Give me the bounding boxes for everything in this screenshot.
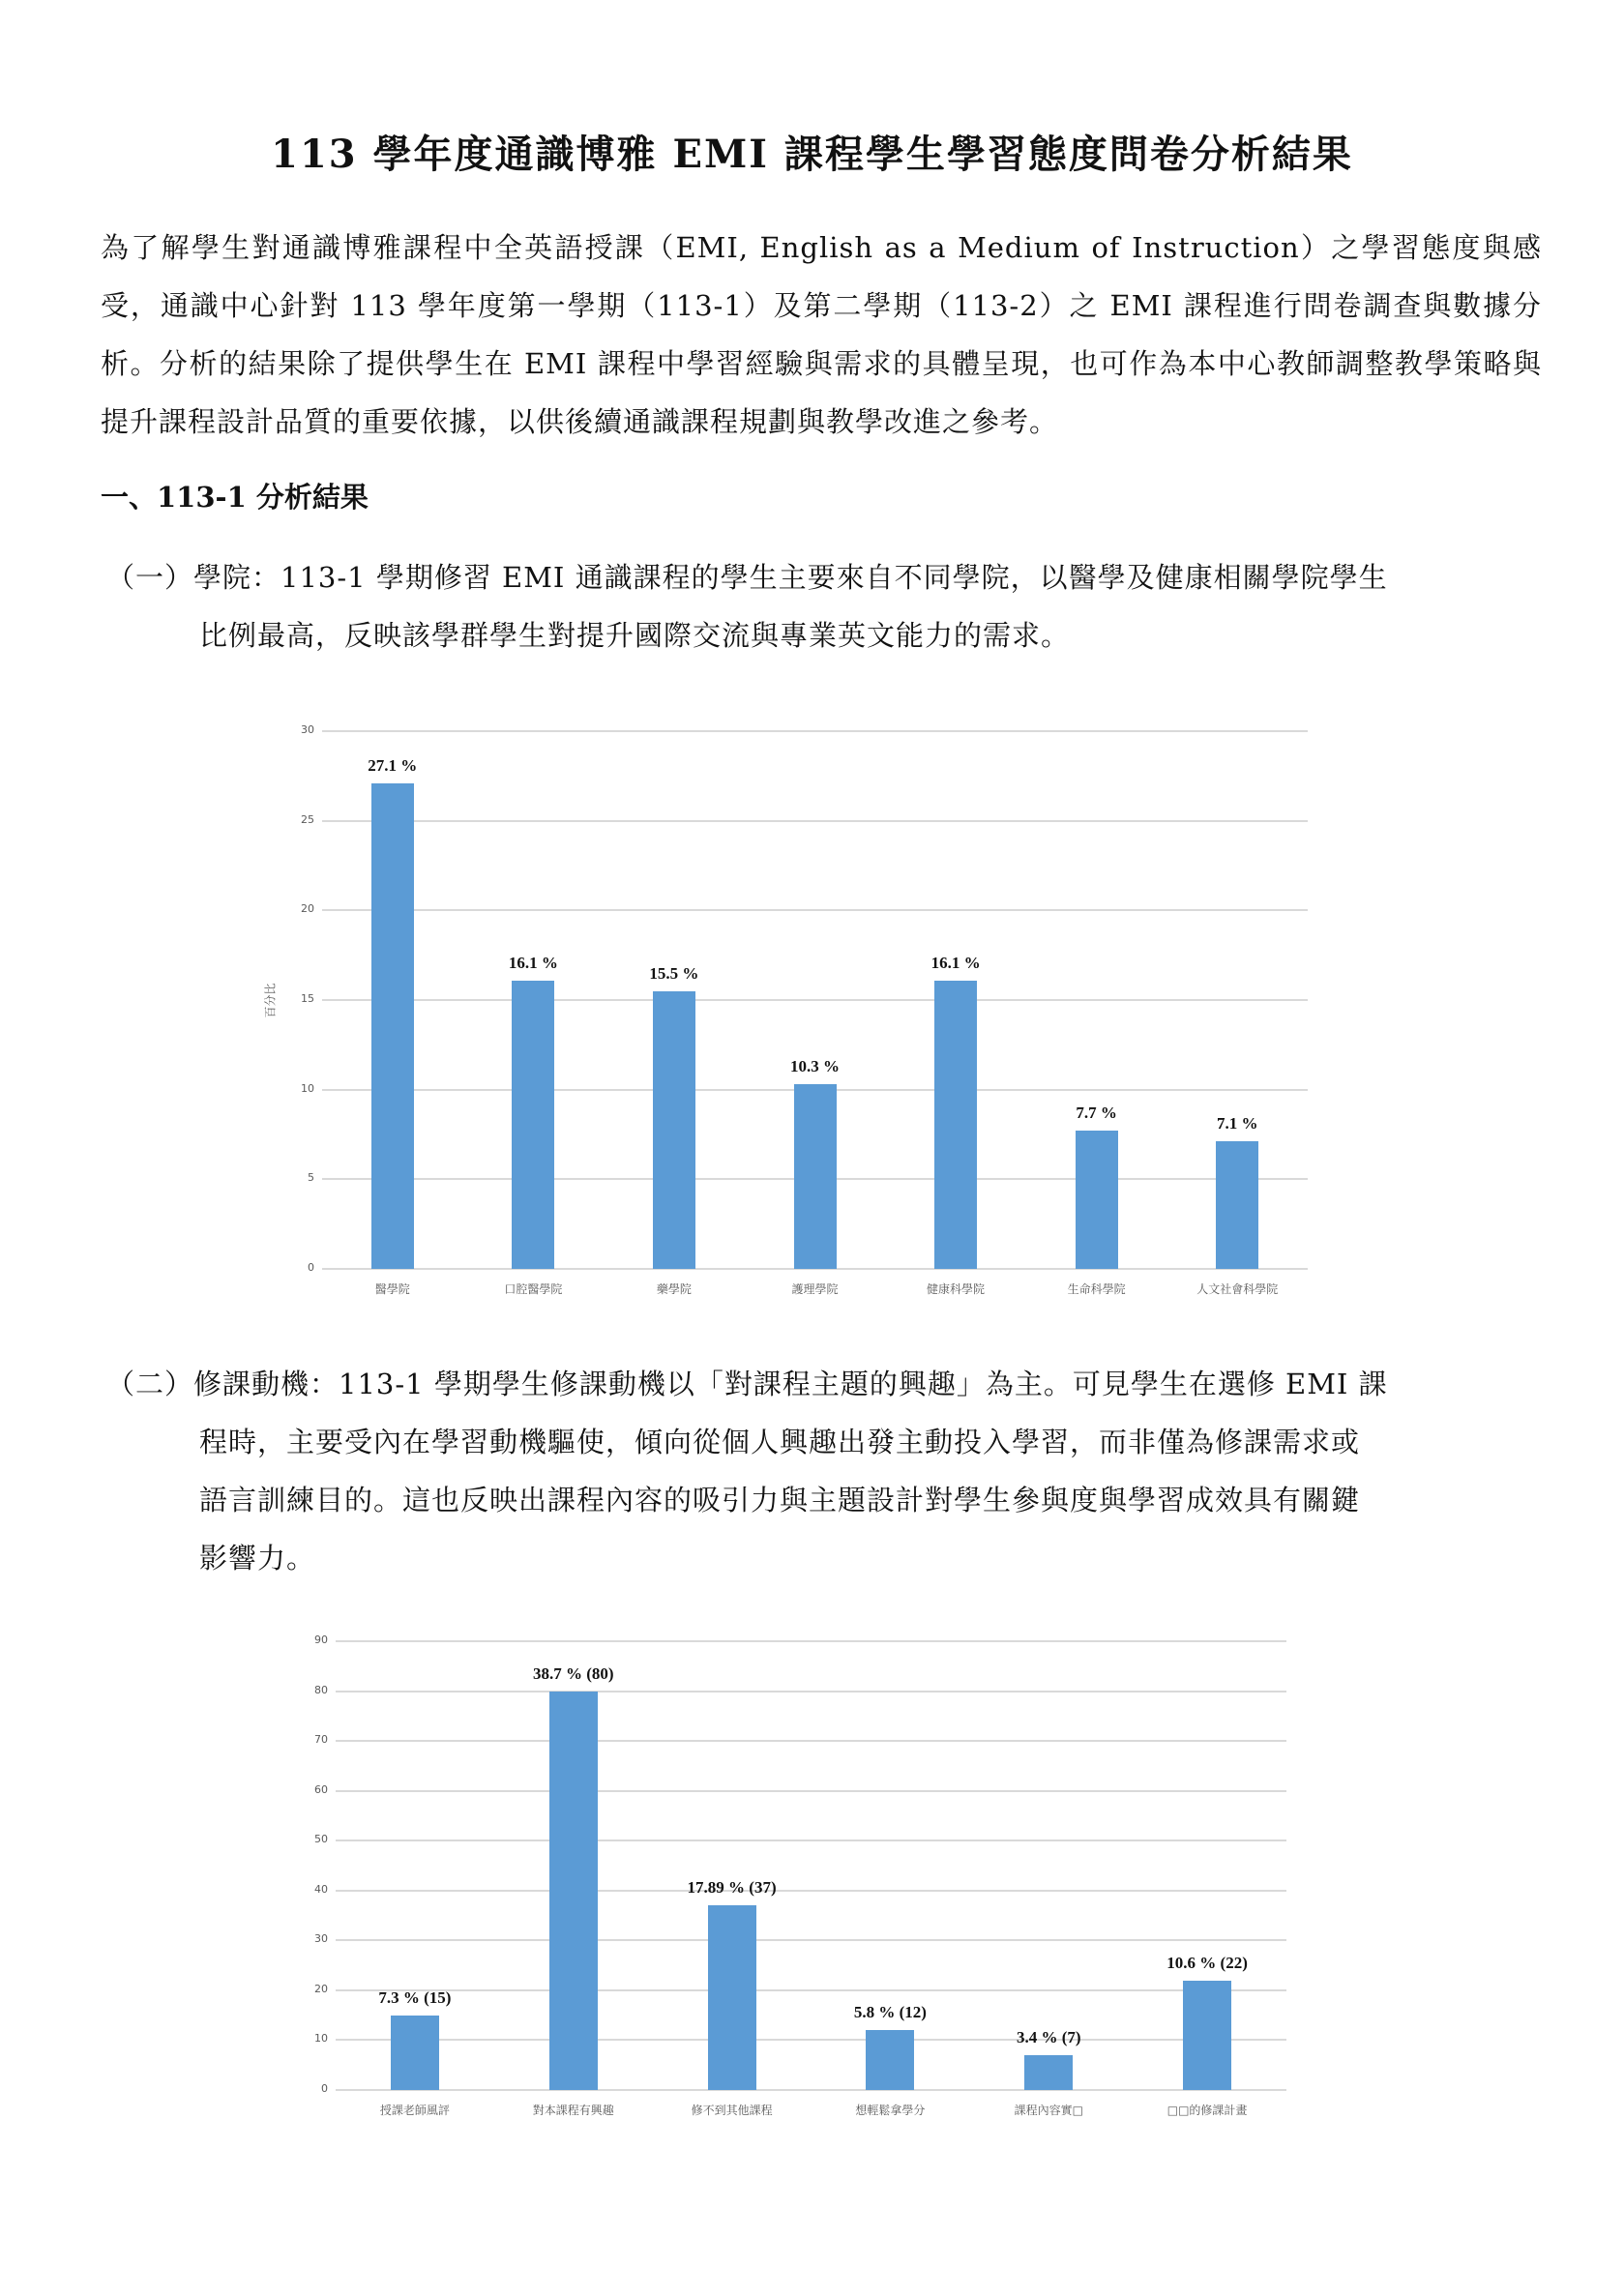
gridline (336, 1740, 1286, 1742)
bar (371, 783, 414, 1269)
data-label: 15.5 % (649, 963, 699, 983)
gridline (336, 1890, 1286, 1892)
y-tick-label: 10 (301, 1081, 314, 1095)
y-tick-label: 60 (314, 1782, 328, 1796)
item-text-line: 學院：113-1 學期修習 EMI 通識課程的學生主要來自不同學院，以醫學及健康相關學院學生 (193, 561, 1388, 594)
item-marker: （一） (106, 561, 194, 594)
x-tick-label: 口腔醫學院 (504, 1282, 563, 1296)
item-college (106, 548, 1528, 664)
bar (653, 991, 695, 1269)
data-label: 38.7 % (80) (532, 1663, 614, 1683)
bar (391, 2016, 439, 2090)
item-text-line: 影響力。 (199, 1542, 316, 1575)
y-tick-label: 0 (321, 2082, 328, 2095)
data-label: 3.4 % (7) (1016, 2027, 1081, 2046)
bar (1216, 1141, 1258, 1269)
gridline (322, 999, 1308, 1001)
y-tick-label: 50 (314, 1833, 328, 1846)
y-tick-label: 70 (314, 1733, 328, 1747)
intro-paragraph: 為了解學生對通識博雅課程中全英語授課（EMI, English as a Medium of Instruction）之學習態度與感受，通識中心針對 113 學年度第一學期（113-1）及第二學期（113-2）之 EMI 課程進行問卷調查與數據分析。分析的結果除了提供學生在 EMI 課程中學習經驗與需求的具體呈現，也可作為本中心教師調整教學策略與提升課程設計品質的重要依據，以供後續通識課程規劃與教學改進之參考。 (101, 231, 1542, 438)
data-label: 7.3 % (15) (378, 1987, 452, 2007)
x-tick-label: 生命科學院 (1067, 1282, 1126, 1296)
bar (512, 981, 554, 1269)
item-motivation (106, 1355, 1528, 1587)
y-tick-label: 10 (314, 2032, 328, 2046)
gridline (336, 2039, 1286, 2041)
bar (794, 1084, 837, 1269)
y-tick-label: 25 (301, 812, 314, 826)
x-tick-label: 想輕鬆拿學分 (855, 2104, 926, 2117)
x-tick-label: □□的修課計畫 (1166, 2104, 1248, 2117)
x-tick-label: 藥學院 (656, 1282, 692, 1296)
y-tick-label: 30 (301, 723, 314, 736)
gridline (336, 1640, 1286, 1642)
item-text-line: 語言訓練目的。這也反映出課程內容的吸引力與主題設計對學生參與度與學習成效具有關鍵 (199, 1484, 1361, 1516)
y-tick-label: 90 (314, 1634, 328, 1646)
college-bar-chart (263, 716, 1325, 1296)
y-tick-label: 80 (314, 1683, 328, 1696)
data-label: 7.1 % (1216, 1114, 1258, 1133)
y-tick-label: 30 (314, 1932, 328, 1946)
x-tick-label: 護理學院 (791, 1282, 839, 1296)
gridline (322, 909, 1308, 911)
item-text-line: 修課動機：113-1 學期學生修課動機以「對課程主題的興趣」為主。可見學生在選修 EMI 課 (193, 1368, 1388, 1400)
y-tick-label: 20 (301, 902, 314, 916)
data-label: 27.1 % (368, 755, 418, 775)
x-tick-label: 健康科學院 (927, 1282, 986, 1296)
gridline (336, 1790, 1286, 1792)
bar (1024, 2055, 1073, 2090)
gridline (336, 1939, 1286, 1941)
bar (866, 2030, 914, 2090)
item-text-line: 比例最高，反映該學群學生對提升國際交流與專業英文能力的需求。 (199, 619, 1071, 652)
data-label: 10.3 % (790, 1057, 840, 1076)
x-tick-label: 授課老師風評 (379, 2104, 450, 2117)
bar (934, 981, 977, 1269)
section-heading-113-1: 一、113-1 分析結果 (101, 481, 369, 514)
bar (708, 1905, 756, 2090)
x-tick-label: 修不到其他課程 (691, 2104, 773, 2117)
x-tick-label: 課程內容實□ (1014, 2104, 1083, 2117)
x-tick-label: 人文社會科學院 (1196, 1282, 1279, 1296)
data-label: 16.1 % (508, 953, 558, 972)
y-axis-title: 百分比 (263, 983, 278, 1018)
gridline (322, 820, 1308, 822)
x-tick-label: 對本課程有興趣 (532, 2104, 614, 2117)
gridline (322, 730, 1308, 732)
bar (549, 1692, 598, 2090)
bar (1076, 1131, 1118, 1269)
data-label: 7.7 % (1076, 1104, 1117, 1123)
data-label: 5.8 % (12) (853, 2003, 927, 2022)
bar (1183, 1981, 1231, 2090)
y-tick-label: 40 (314, 1882, 328, 1896)
gridline (336, 2089, 1286, 2091)
data-label: 17.89 % (37) (687, 1878, 777, 1898)
gridline (336, 1840, 1286, 1841)
motivation-bar-chart (300, 1634, 1306, 2137)
gridline (336, 1691, 1286, 1693)
item-text-line: 程時，主要受內在學習動機驅使，傾向從個人興趣出發主動投入學習，而非僅為修課需求或 (199, 1426, 1361, 1458)
y-tick-label: 20 (314, 1982, 328, 1995)
y-tick-label: 15 (301, 992, 314, 1005)
y-tick-label: 0 (308, 1261, 314, 1274)
x-tick-label: 醫學院 (374, 1282, 410, 1296)
data-label: 16.1 % (930, 953, 981, 972)
y-tick-label: 5 (308, 1171, 314, 1185)
data-label: 10.6 % (22) (1166, 1953, 1248, 1972)
item-marker: （二） (106, 1368, 194, 1400)
page-title: 113 學年度通識博雅 EMI 課程學生學習態度問卷分析結果 (271, 132, 1353, 177)
